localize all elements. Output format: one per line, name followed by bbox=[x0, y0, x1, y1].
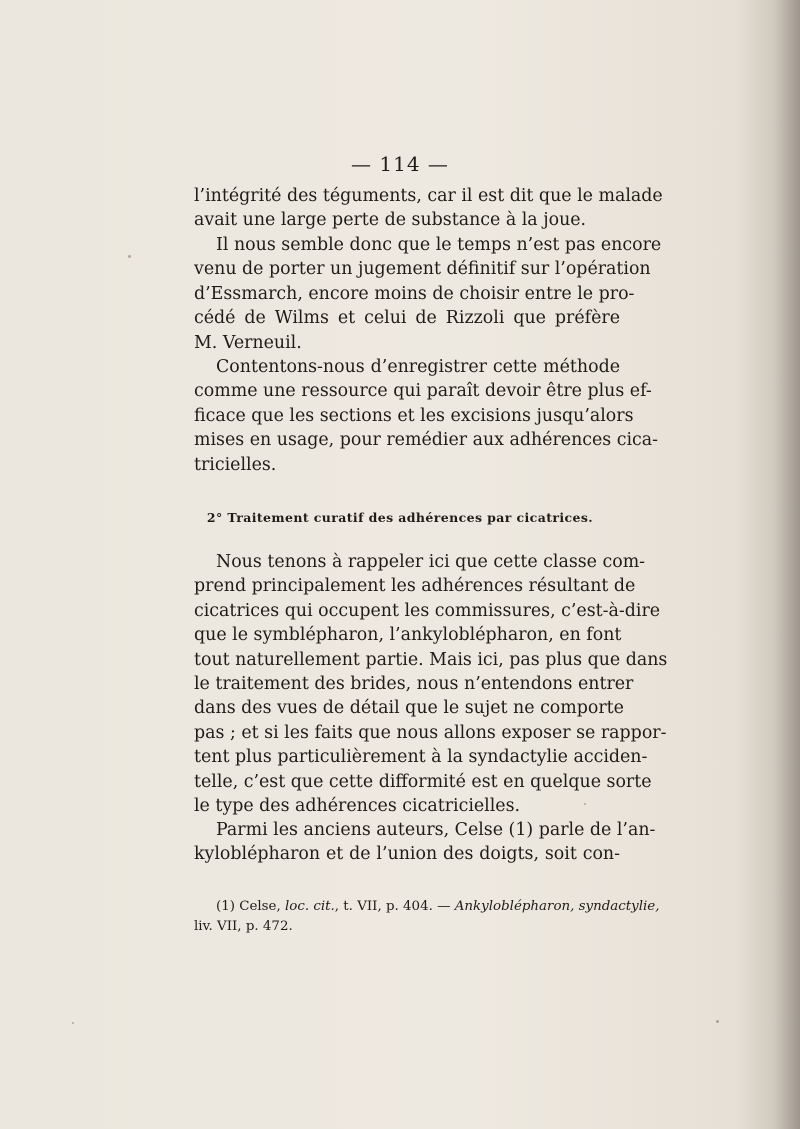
section-heading: 2° Traitement curatif des adhérences par cicatrices. bbox=[206, 510, 594, 525]
footnote bbox=[194, 897, 660, 937]
footnote-reference: , t. VII, p. 404. — bbox=[334, 899, 455, 914]
footnote-marker: (1) Celse, bbox=[216, 899, 285, 914]
text-line: le traitement des brides, nous n’entendons entrer bbox=[194, 673, 634, 694]
text-line: tricielles. bbox=[194, 454, 277, 475]
text-line: le type des adhérences cicatricielles. bbox=[194, 795, 521, 816]
text-line: dans des vues de détail que le sujet ne comporte bbox=[194, 698, 624, 719]
text-line: ficace que les sections et les excisions jusqu’alors bbox=[194, 405, 634, 426]
text-line: l’intégrité des téguments, car il est dit que le malade bbox=[194, 186, 663, 206]
text-line: comme une ressource qui paraît devoir être plus ef- bbox=[194, 381, 652, 402]
text-line: prend principalement les adhérences résultant de bbox=[194, 576, 636, 597]
paragraph-continuation bbox=[194, 184, 663, 233]
text-line: avait une large perte de substance à la joue. bbox=[194, 210, 587, 231]
text-line: d’Essmarch, encore moins de choisir entre le pro- bbox=[194, 283, 635, 304]
text-line: telle, c’est que cette difformité est en quelque sorte bbox=[194, 771, 652, 792]
text-line: Nous tenons à rappeler ici que cette classe com- bbox=[216, 552, 646, 572]
paragraph-celse bbox=[194, 818, 656, 867]
text-line: Contentons-nous d’enregistrer cette méthode bbox=[216, 357, 620, 377]
text-line: pas ; et si les faits que nous allons exposer se rappor- bbox=[194, 722, 667, 743]
text-line: cédé de Wilms et celui de Rizzoli que préfère bbox=[194, 308, 620, 329]
footnote-line: liv. VII, p. 472. bbox=[194, 919, 293, 934]
paragraph-method bbox=[194, 355, 659, 477]
paper-speck bbox=[584, 803, 586, 805]
text-line: tent plus particulièrement à la syndactylie acciden- bbox=[194, 747, 648, 768]
text-line: venu de porter un jugement définitif sur l’opération bbox=[194, 259, 651, 280]
footnote-terms: Ankyloblépharon, syndactylie, bbox=[454, 899, 660, 914]
text-line: mises en usage, pour remédier aux adhérences cica- bbox=[194, 430, 659, 451]
text-line: que le symblépharon, l’ankyloblépharon, en font bbox=[194, 625, 622, 646]
paragraph-judgement bbox=[194, 233, 662, 355]
text-line: M. Verneuil. bbox=[194, 332, 302, 353]
paper-speck bbox=[72, 1022, 74, 1024]
text-line: tout naturellement partie. Mais ici, pas plus que dans bbox=[194, 649, 668, 670]
paper-speck bbox=[128, 255, 131, 258]
text-line: cicatrices qui occupent les commissures, c’est-à-dire bbox=[194, 600, 661, 621]
text-line: kyloblépharon et de l’union des doigts, soit con- bbox=[194, 844, 620, 865]
text-line: Il nous semble donc que le temps n’est pas encore bbox=[216, 235, 662, 255]
page-number: — 114 — bbox=[351, 152, 449, 176]
text-line: Parmi les anciens auteurs, Celse (1) parle de l’an- bbox=[216, 820, 656, 840]
footnote-loc-cit: loc. cit. bbox=[285, 899, 335, 914]
paper-speck bbox=[716, 1020, 719, 1023]
footnote-line bbox=[194, 897, 660, 917]
paragraph-class bbox=[194, 550, 668, 818]
